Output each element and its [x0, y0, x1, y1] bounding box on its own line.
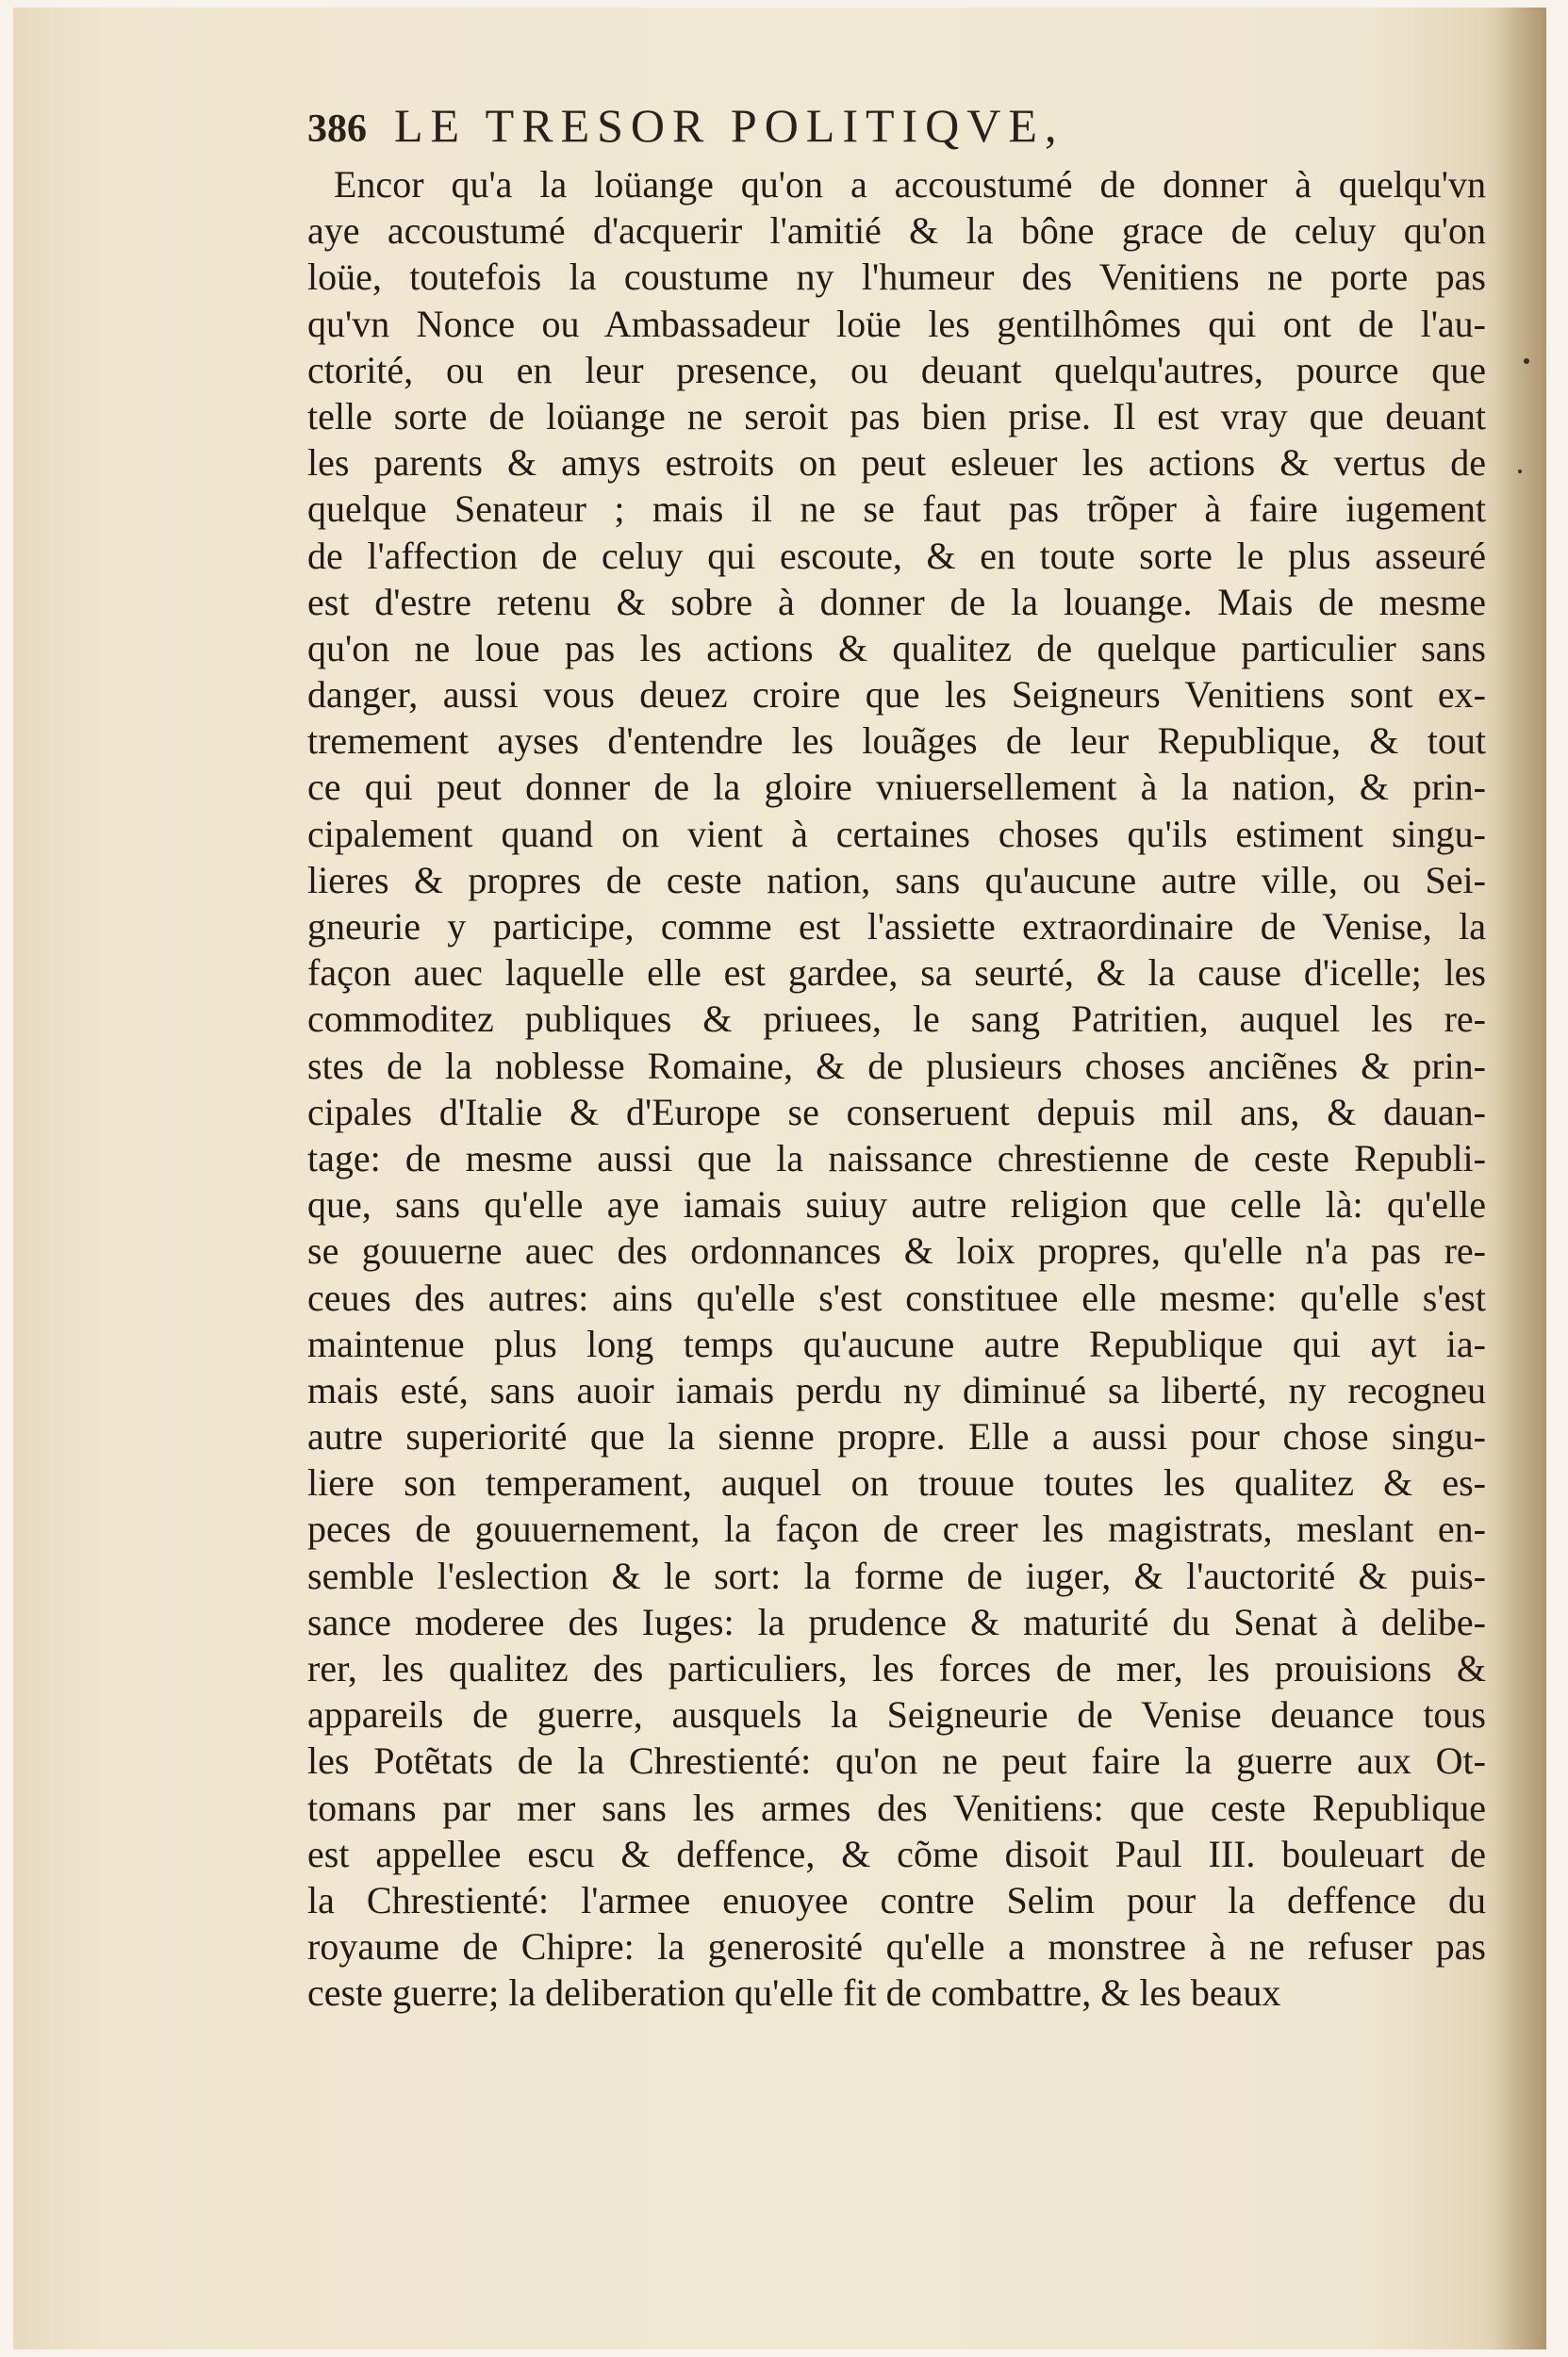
text-line: autre superiorité que la sienne propre. Elle a aussi pour chose singu-	[307, 1415, 1486, 1459]
running-head: LE TRESOR POLITIQVE,	[394, 99, 1065, 152]
text-line: ceste guerre; la deliberation qu'elle fit de combattre, & les beaux	[307, 1971, 1281, 2015]
text-line: cipales d'Italie & d'Europe se conseruent depuis mil ans, & dauan-	[307, 1090, 1486, 1133]
text-line: ceues des autres: ains qu'elle s'est constituee elle mesme: qu'elle s'est	[307, 1276, 1486, 1319]
text-line: peces de gouuernement, la façon de creer les magistrats, meslant en-	[307, 1508, 1486, 1551]
text-line: rer, les qualitez des particuliers, les forces de mer, les prouisions &	[307, 1647, 1486, 1689]
text-line: est d'estre retenu & sobre à donner de la louange. Mais de mesme	[307, 580, 1486, 623]
text-line: tage: de mesme aussi que la naissance chrestienne de ceste Republi-	[307, 1136, 1486, 1179]
ink-speck	[1518, 470, 1522, 473]
text-line: qu'vn Nonce ou Ambassadeur loüe les gentilhômes qui ont de l'au-	[307, 302, 1486, 345]
ink-speck	[1524, 358, 1529, 364]
book-page	[13, 8, 1546, 2349]
text-line: ctorité, ou en leur presence, ou deuant quelqu'autres, pource que	[307, 348, 1486, 391]
text-line: est appellee escu & deffence, & cõme disoit Paul III. bouleuart de	[307, 1832, 1486, 1875]
text-line: quelque Senateur ; mais il ne se faut pas trõper à faire iugement	[307, 487, 1486, 531]
text-line: les parents & amys estroits on peut esleuer les actions & vertus de	[307, 441, 1486, 485]
text-line: gneurie y participe, comme est l'assiette extraordinaire de Venise, la	[307, 905, 1486, 948]
text-line: tomans par mer sans les armes des Venitiens: que ceste Republique	[307, 1786, 1486, 1829]
text-line: qu'on ne loue pas les actions & qualitez de quelque particulier sans	[307, 626, 1486, 669]
text-line: façon auec laquelle elle est gardee, sa seurté, & la cause d'icelle; les	[307, 951, 1486, 995]
text-line: de l'affection de celuy qui escoute, & en toute sorte le plus asseuré	[307, 534, 1486, 577]
text-line: stes de la noblesse Romaine, & de plusieurs choses anciẽnes & prin-	[307, 1044, 1486, 1087]
text-line: tremement ayses d'entendre les louãges de leur Republique, & tout	[307, 719, 1486, 763]
page-number: 386	[307, 107, 367, 151]
text-line: aye accoustumé d'acquerir l'amitié & la bône grace de celuy qu'on	[307, 209, 1486, 253]
text-line: danger, aussi vous deuez croire que les Seigneurs Venitiens sont ex-	[307, 673, 1486, 717]
text-line: sance moderee des Iuges: la prudence & maturité du Senat à delibe-	[307, 1600, 1486, 1643]
text-line: semble l'eslection & le sort: la forme de iuger, & l'auctorité & puis-	[307, 1554, 1486, 1597]
text-line: que, sans qu'elle aye iamais suiuy autre religion que celle là: qu'elle	[307, 1183, 1486, 1227]
text-line: telle sorte de loüange ne seroit pas bien prise. Il est vray que deuant	[307, 394, 1486, 437]
text-line: les Potẽtats de la Chrestienté: qu'on ne peut faire la guerre aux Ot-	[307, 1739, 1486, 1783]
text-line: mais esté, sans auoir iamais perdu ny diminué sa liberté, ny recogneu	[307, 1368, 1486, 1411]
text-line: la Chrestienté: l'armee enuoyee contre Selim pour la deffence du	[307, 1878, 1486, 1921]
text-line: se gouuerne auec des ordonnances & loix propres, qu'elle n'a pas re-	[307, 1229, 1486, 1273]
text-line: loüe, toutefois la coustume ny l'humeur des Venitiens ne porte pas	[307, 255, 1486, 299]
page-header	[307, 98, 1345, 155]
page-gutter-shadow	[1494, 8, 1546, 2349]
text-line: cipalement quand on vient à certaines choses qu'ils estiment singu-	[307, 812, 1486, 855]
text-line: royaume de Chipre: la generosité qu'elle a monstree à ne refuser pas	[307, 1925, 1486, 1969]
body-text	[307, 161, 1486, 2017]
text-line: commoditez publiques & priuees, le sang Patritien, auquel les re-	[307, 997, 1486, 1041]
text-line: liere son temperament, auquel on trouue toutes les qualitez & es-	[307, 1461, 1486, 1505]
text-line: ce qui peut donner de la gloire vniuersellement à la nation, & prin-	[307, 766, 1486, 809]
text-line: Encor qu'a la loüange qu'on a accoustumé de donner à quelqu'vn	[334, 163, 1486, 206]
text-line: appareils de guerre, ausquels la Seigneurie de Venise deuance tous	[307, 1693, 1486, 1737]
text-line: lieres & propres de ceste nation, sans qu'aucune autre ville, ou Sei-	[307, 858, 1486, 901]
text-line: maintenue plus long temps qu'aucune autre Republique qui ayt ia-	[307, 1322, 1486, 1365]
